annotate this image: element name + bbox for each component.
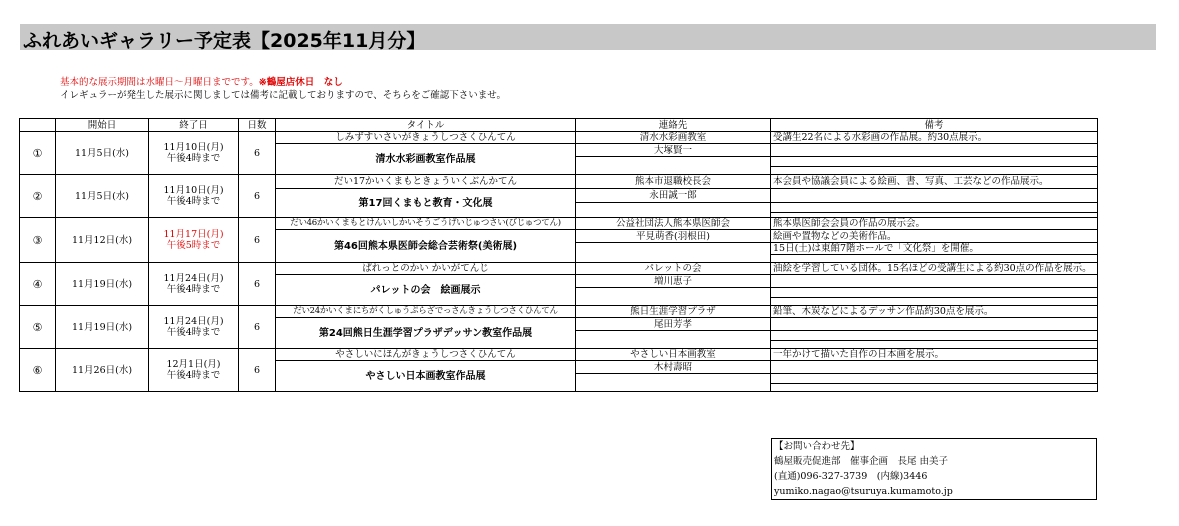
- note-line: [771, 157, 1098, 167]
- contact-heading: 【お問い合わせ先】: [774, 441, 860, 452]
- note-line: [771, 361, 1098, 374]
- end-date-time: 午後4時まで: [166, 284, 221, 295]
- note-line: [771, 189, 1098, 203]
- notice-block: [60, 76, 506, 102]
- exhibition-title: 第46回熊本県医師会総合芸術祭(美術展): [276, 230, 576, 263]
- table-header-row: [20, 119, 1098, 132]
- end-date: [149, 132, 239, 175]
- contact-org: 熊本市退職校長会: [576, 175, 771, 189]
- note-line: [771, 255, 1098, 263]
- contact-org: やさしい日本画教室: [576, 349, 771, 361]
- days-count: 6: [239, 175, 276, 218]
- header-end: 終了日: [149, 119, 239, 132]
- note-line: [771, 374, 1098, 384]
- days-count: 6: [239, 263, 276, 306]
- exhibition-title: 清水水彩画教室作品展: [276, 144, 576, 175]
- header-no: [20, 119, 56, 132]
- contact-person: 増川恵子: [576, 275, 771, 288]
- note-line: [771, 275, 1098, 288]
- contact-org: 公益社団法人熊本県医師会: [576, 218, 771, 230]
- contact-person: 平見萌香(羽根田): [576, 230, 771, 243]
- note-line: [771, 144, 1098, 157]
- start-date: 11月26日(水): [56, 349, 149, 392]
- exhibition-title: 第17回くまもと教育・文化展: [276, 189, 576, 218]
- row-number: ⑤: [20, 306, 56, 349]
- end-date-day: 11月10日(月): [163, 185, 224, 196]
- note-line: 鉛筆、木炭などによるデッサン作品約30点を展示。: [771, 306, 1098, 318]
- contact-person: 永田誠一郎: [576, 189, 771, 203]
- title-kana: だい24かいくまにちがくしゅうぷらざでっさんきょうしつさくひんてん: [276, 306, 576, 318]
- note-line: 油絵を学習している団体。15名ほどの受講生による約30点の作品を展示。: [771, 263, 1098, 275]
- note-line: [771, 341, 1098, 349]
- contact-extra: [576, 203, 771, 218]
- table-row: [20, 218, 1098, 230]
- contact-dept: 鶴屋販売促進部 催事企画 長尾 由美子: [774, 456, 949, 467]
- note-line: [771, 167, 1098, 175]
- end-date-day: 11月10日(月): [163, 142, 224, 153]
- end-date: [149, 349, 239, 392]
- contact-box: [771, 438, 1097, 500]
- contact-extra: [576, 157, 771, 175]
- notice-line-2: イレギュラーが発生した展示に関しましては備考に記載しておりますので、そちらをご確認下さいませ。: [60, 90, 507, 101]
- end-date: [149, 306, 239, 349]
- header-title: タイトル: [276, 119, 576, 132]
- contact-person: 尾田芳孝: [576, 318, 771, 331]
- start-date: 11月19日(水): [56, 306, 149, 349]
- days-count: 6: [239, 132, 276, 175]
- end-date-time: 午後4時まで: [166, 153, 221, 164]
- contact-org: パレットの会: [576, 263, 771, 275]
- header-contact: 連絡先: [576, 119, 771, 132]
- contact-phone: (直通)096-327-3739 (内線)3446: [774, 471, 928, 482]
- exhibition-title: パレットの会 絵画展示: [276, 275, 576, 306]
- end-date-day: 11月24日(月): [163, 273, 224, 284]
- end-date: [149, 263, 239, 306]
- header-start: 開始日: [56, 119, 149, 132]
- row-number: ④: [20, 263, 56, 306]
- title-kana: だい46かいくまもとけんいしかいそうごうげいじゅつさい(びじゅつてん): [276, 218, 576, 230]
- contact-extra: [576, 288, 771, 306]
- end-date-time: 午後5時まで: [166, 240, 221, 251]
- exhibition-title: やさしい日本画教室作品展: [276, 361, 576, 392]
- note-line: 熊本県医師会会員の作品の展示会。: [771, 218, 1098, 230]
- start-date: 11月5日(水): [56, 132, 149, 175]
- header-days: 日数: [239, 119, 276, 132]
- notice-line-1: [60, 76, 506, 89]
- start-date: 11月12日(水): [56, 218, 149, 263]
- days-count: 6: [239, 218, 276, 263]
- contact-person: 大塚賢一: [576, 144, 771, 157]
- days-count: 6: [239, 306, 276, 349]
- end-date-day: 11月24日(月): [163, 316, 224, 327]
- note-line: [771, 203, 1098, 213]
- contact-email: yumiko.nagao@tsuruya.kumamoto.jp: [774, 486, 953, 497]
- row-number: ①: [20, 132, 56, 175]
- days-count: 6: [239, 349, 276, 392]
- table-row: [20, 132, 1098, 144]
- contact-person: 木村壽昭: [576, 361, 771, 374]
- page-title: ふれあいギャラリー予定表【2025年11月分】: [23, 30, 426, 52]
- note-line: [771, 384, 1098, 392]
- note-line: 15日(土)は東館7階ホールで「文化祭」を開催。: [771, 243, 1098, 255]
- contact-extra: [576, 331, 771, 349]
- row-number: ②: [20, 175, 56, 218]
- table-row: [20, 263, 1098, 275]
- note-line: [771, 298, 1098, 306]
- start-date: 11月5日(水): [56, 175, 149, 218]
- note-line: [771, 331, 1098, 341]
- title-kana: しみずすいさいがきょうしつさくひんてん: [276, 132, 576, 144]
- note-line: [771, 318, 1098, 331]
- note-line: 一年かけて描いた自作の日本画を展示。: [771, 349, 1098, 361]
- table-row: [20, 306, 1098, 318]
- note-line: 受講生22名による水彩画の作品展。約30点展示。: [771, 132, 1098, 144]
- contact-org: 清水水彩画教室: [576, 132, 771, 144]
- start-date: 11月19日(水): [56, 263, 149, 306]
- title-kana: やさしいにほんがきょうしつさくひんてん: [276, 349, 576, 361]
- notice-period: 基本的な展示期間は水曜日～月曜日までです。: [60, 77, 259, 88]
- notice-holiday: ※鶴屋店休日 なし: [258, 77, 343, 88]
- end-date-time: 午後4時まで: [166, 327, 221, 338]
- schedule-body: [20, 132, 1098, 392]
- exhibition-title: 第24回熊日生涯学習プラザデッサン教室作品展: [276, 318, 576, 349]
- end-date-day: 11月17日(月): [163, 229, 224, 240]
- title-kana: ぱれっとのかい かいがてんじ: [276, 263, 576, 275]
- title-bar: [20, 24, 1156, 50]
- contact-org: 熊日生涯学習プラザ: [576, 306, 771, 318]
- end-date: [149, 175, 239, 218]
- contact-extra: [576, 243, 771, 263]
- end-date-time: 午後4時まで: [166, 370, 221, 381]
- note-line: [771, 288, 1098, 298]
- schedule-table: [19, 118, 1098, 392]
- table-row: [20, 349, 1098, 361]
- header-notes: 備考: [771, 119, 1098, 132]
- title-kana: だい17かいくまもときょういくぶんかてん: [276, 175, 576, 189]
- row-number: ③: [20, 218, 56, 263]
- end-date: [149, 218, 239, 263]
- end-date-day: 12月1日(月): [166, 359, 221, 370]
- row-number: ⑥: [20, 349, 56, 392]
- table-row: [20, 175, 1098, 189]
- note-line: 絵画や置物などの美術作品。: [771, 230, 1098, 243]
- end-date-time: 午後4時まで: [166, 196, 221, 207]
- note-line: 本会員や協議会員による絵画、書、写真、工芸などの作品展示。: [771, 175, 1098, 189]
- contact-extra: [576, 374, 771, 392]
